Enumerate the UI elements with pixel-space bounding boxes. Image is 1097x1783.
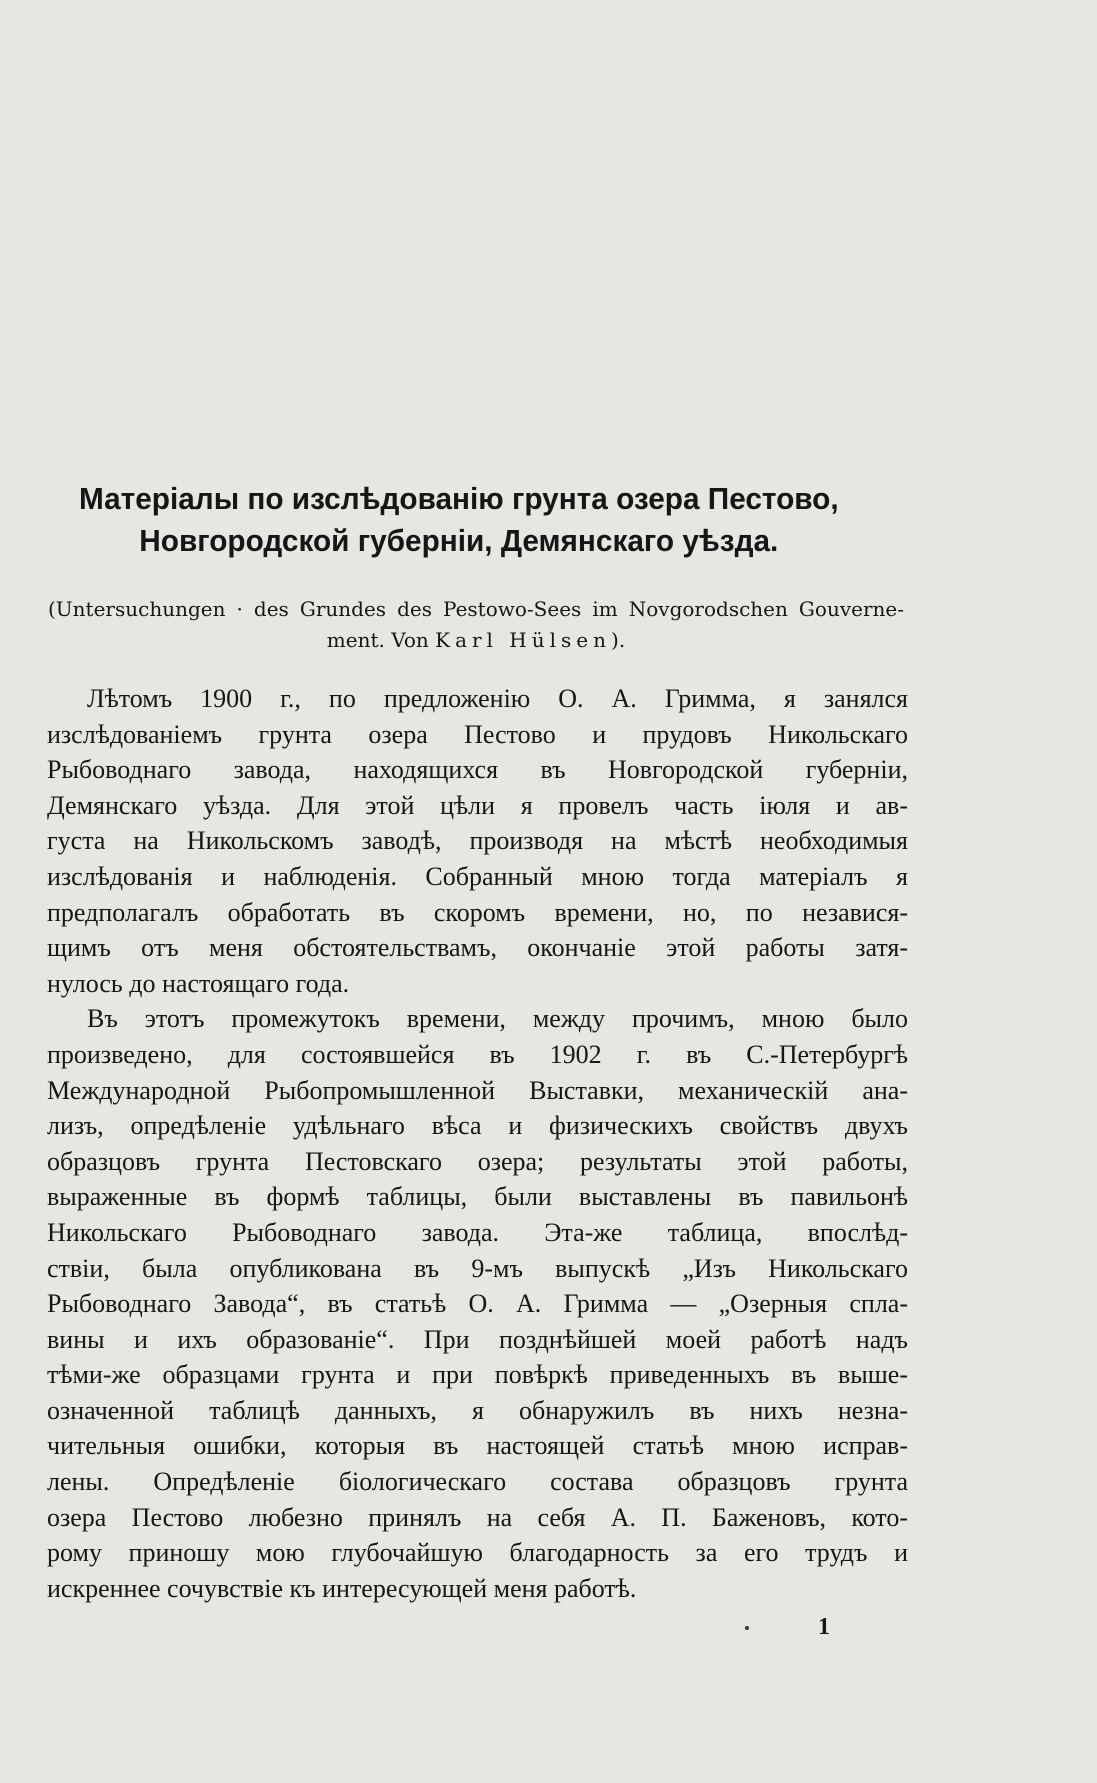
- title-line-2: Новгородской губерніи, Демянскаго уѣзда.: [139, 523, 779, 558]
- text-line: рому приношу мою глубочайшую благодарность за его трудъ и: [47, 1538, 908, 1568]
- subtitle-prefix: ment. Von: [326, 628, 436, 652]
- text-line: вины и ихъ образованіе“. При позднѣйшей моей работѣ надъ: [47, 1324, 908, 1354]
- text-line: чительныя ошибки, которыя въ настоящей статьѣ мною исправ-: [47, 1431, 908, 1461]
- text-line: Въ этотъ промежутокъ времени, между прочимъ, мною было: [87, 1004, 908, 1034]
- text-line: выраженные въ формѣ таблицы, были выставлены въ павильонѣ: [47, 1182, 908, 1212]
- text-line: озера Пестово любезно принялъ на себя А. П. Баженовъ, кото-: [47, 1502, 908, 1532]
- body-text: [47, 681, 908, 1606]
- german-subtitle: [48, 594, 904, 656]
- page-number: 1: [818, 1614, 830, 1640]
- subtitle-line-1: (Untersuchungen · des Grundes des Pestowo-Sees im Novgorodschen Gouverne-: [48, 597, 904, 621]
- text-line: густа на Никольскомъ заводѣ, производя на мѣстѣ необходимыя: [47, 826, 908, 856]
- text-line: изслѣдованія и наблюденія. Собранный мною тогда матеріалъ я: [47, 861, 908, 891]
- text-line: Лѣтомъ 1900 г., по предложенію О. А. Гримма, я занялся: [87, 684, 908, 713]
- article-title: [46, 478, 872, 562]
- author-name: Karl Hülsen: [435, 628, 612, 652]
- text-line: означенной таблицѣ данныхъ, я обнаружилъ въ нихъ незна-: [47, 1395, 908, 1425]
- text-line: Рыбоводнаго завода, находящихся въ Новгородской губерніи,: [47, 755, 908, 785]
- text-line: искреннее сочувствіе къ интересующей меня работѣ.: [47, 1573, 637, 1603]
- text-line: ствіи, была опубликована въ 9-мъ выпускѣ „Изъ Никольскаго: [47, 1253, 908, 1283]
- text-line: лены. Опредѣленіе біологическаго состава образцовъ грунта: [47, 1467, 908, 1497]
- ink-speck: [745, 1626, 749, 1630]
- text-line: тѣми-же образцами грунта и при повѣркѣ приведенныхъ въ выше-: [47, 1360, 908, 1390]
- text-line: Демянскаго уѣзда. Для этой цѣли я провелъ часть іюля и ав-: [47, 790, 908, 820]
- title-line-1: Матеріалы по изслѣдованію грунта озера Пестово,: [78, 481, 839, 516]
- text-line: произведено, для состоявшейся въ 1902 г. въ С.-Петербургѣ: [47, 1039, 908, 1069]
- text-line: щимъ отъ меня обстоятельствамъ, окончаніе этой работы затя-: [47, 933, 908, 963]
- subtitle-suffix: ).: [611, 628, 626, 652]
- text-line: Рыбоводнаго Завода“, въ статьѣ О. А. Гримма — „Озерныя спла-: [47, 1289, 908, 1319]
- text-line: образцовъ грунта Пестовскаго озера; результаты этой работы,: [47, 1146, 908, 1176]
- text-line: Международной Рыбопромышленной Выставки, механическій ана-: [47, 1075, 908, 1105]
- text-line: нулось до настоящаго года.: [47, 968, 350, 998]
- text-line: Никольскаго Рыбоводнаго завода. Эта-же таблица, впослѣд-: [47, 1217, 908, 1247]
- text-line: изслѣдованіемъ грунта озера Пестово и прудовъ Никольскаго: [47, 719, 908, 749]
- text-line: предполагалъ обработать въ скоромъ времени, но, по независя-: [47, 897, 908, 927]
- text-line: лизъ, опредѣленіе удѣльнаго вѣса и физическихъ свойствъ двухъ: [47, 1111, 908, 1141]
- subtitle-line-2: [48, 625, 904, 656]
